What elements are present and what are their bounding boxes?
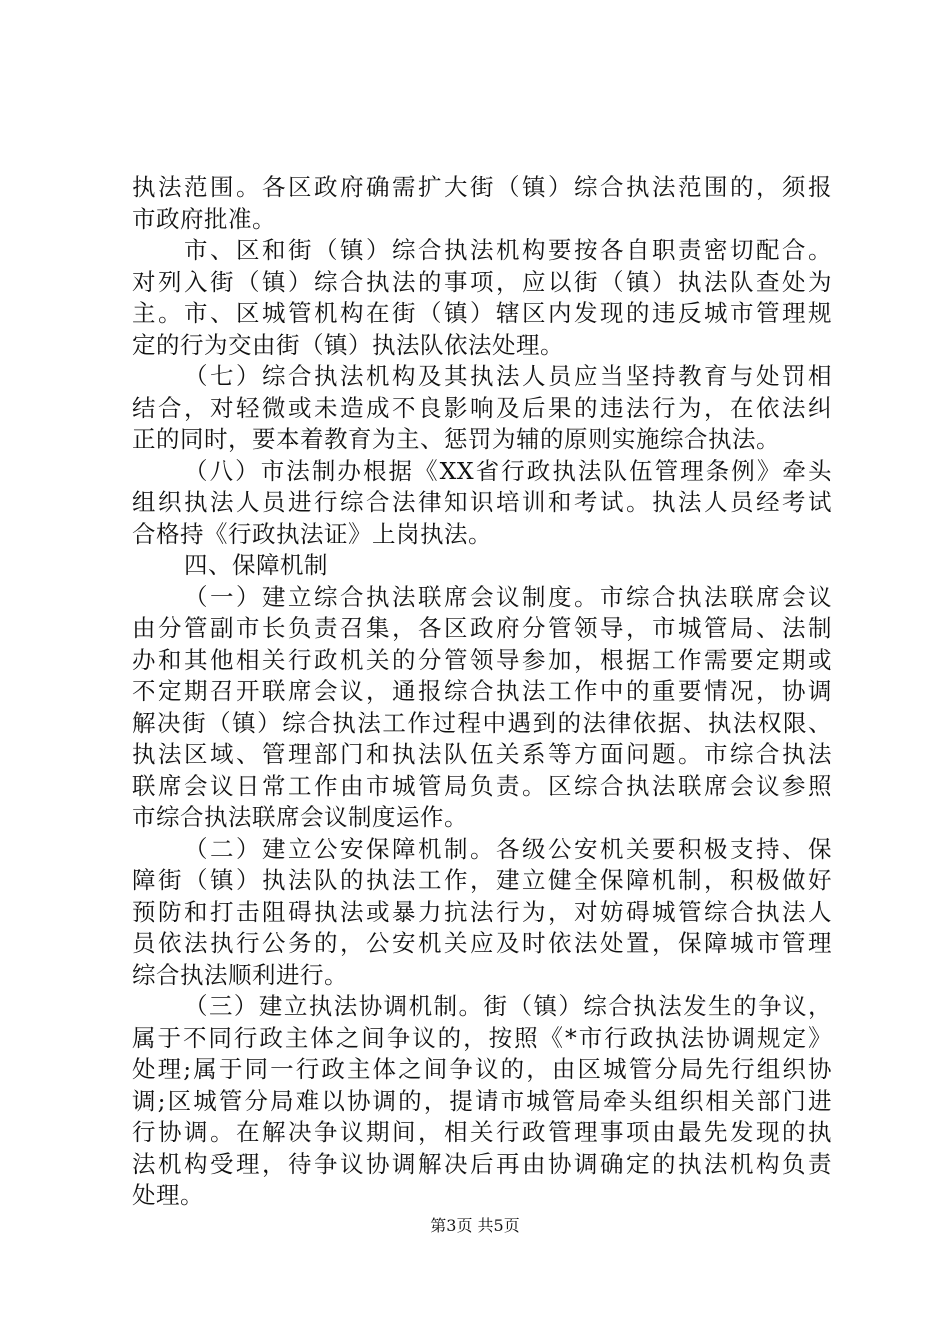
text-line: 法机构受理，待争议协调解决后再由协调确定的执法机构负责 <box>132 1149 832 1178</box>
text-line: 执法范围。各区政府确需扩大街（镇）综合执法范围的，须报 <box>132 173 832 201</box>
page-footer <box>0 1216 950 1236</box>
text-line: 障街（镇）执法队的执法工作，建立健全保障机制，积极做好 <box>132 866 832 894</box>
text-line: 解决街（镇）综合执法工作过程中遇到的法律依据、执法权限、 <box>132 708 832 737</box>
text-line: 处理;属于同一行政主体之间争议的，由区城管分局先行组织协 <box>132 1055 832 1083</box>
text-line: 定的行为交由街（镇）执法队依法处理。 <box>132 330 564 359</box>
text-line: 预防和打击阻碍执法或暴力抗法行为，对妨碍城管综合执法人 <box>132 897 832 926</box>
text-line: 员依法执行公务的，公安机关应及时依法处置，保障城市管理 <box>132 929 832 957</box>
text-line: 组织执法人员进行综合法律知识培训和考试。执法人员经考试 <box>132 488 832 516</box>
document-body <box>132 172 832 1212</box>
text-line: 由分管副市长负责召集，各区政府分管领导，市城管局、法制 <box>132 614 832 642</box>
text-line: 调;区城管分局难以协调的，提请市城管局牵头组织相关部门进 <box>132 1086 832 1115</box>
text-line: 综合执法顺利进行。 <box>132 960 348 989</box>
text-line: 联席会议日常工作由市城管局负责。区综合执法联席会议参照 <box>132 771 832 800</box>
text-line: （三）建立执法协调机制。街（镇）综合执法发生的争议， <box>184 992 832 1020</box>
text-line: 四、保障机制 <box>184 551 328 579</box>
text-line: 行协调。在解决争议期间，相关行政管理事项由最先发现的执 <box>132 1118 832 1146</box>
text-line: 市、区和街（镇）综合执法机构要按各自职责密切配合。 <box>184 236 832 264</box>
text-line: 主。市、区城管机构在街（镇）辖区内发现的违反城市管理规 <box>132 299 832 327</box>
text-line: 结合，对轻微或未造成不良影响及后果的违法行为，在依法纠 <box>132 393 832 422</box>
text-line: （七）综合执法机构及其执法人员应当坚持教育与处罚相 <box>184 362 832 390</box>
text-line: 市综合执法联席会议制度运作。 <box>132 803 468 831</box>
text-line: 不定期召开联席会议，通报综合执法工作中的重要情况，协调 <box>132 677 832 705</box>
text-line: 办和其他相关行政机关的分管领导参加，根据工作需要定期或 <box>132 645 832 674</box>
text-line: （二）建立公安保障机制。各级公安机关要积极支持、保 <box>184 834 832 863</box>
text-line: 市政府批准。 <box>132 204 276 233</box>
text-line: （一）建立综合执法联席会议制度。市综合执法联席会议 <box>184 582 832 611</box>
text-line: 处理。 <box>132 1181 204 1209</box>
text-line: （八）市法制办根据《XX省行政执法队伍管理条例》牵头 <box>184 456 832 485</box>
text-line: 正的同时，要本着教育为主、惩罚为辅的原则实施综合执法。 <box>132 425 780 453</box>
text-line: 对列入街（镇）综合执法的事项，应以街（镇）执法队查处为 <box>132 267 832 296</box>
text-line: 属于不同行政主体之间争议的，按照《*市行政执法协调规定》 <box>132 1023 832 1052</box>
text-line: 执法区域、管理部门和执法队伍关系等方面问题。市综合执法 <box>132 740 832 768</box>
text-line: 合格持《行政执法证》上岗执法。 <box>132 519 492 548</box>
page-number: 第3页 共5页 <box>430 1216 520 1235</box>
